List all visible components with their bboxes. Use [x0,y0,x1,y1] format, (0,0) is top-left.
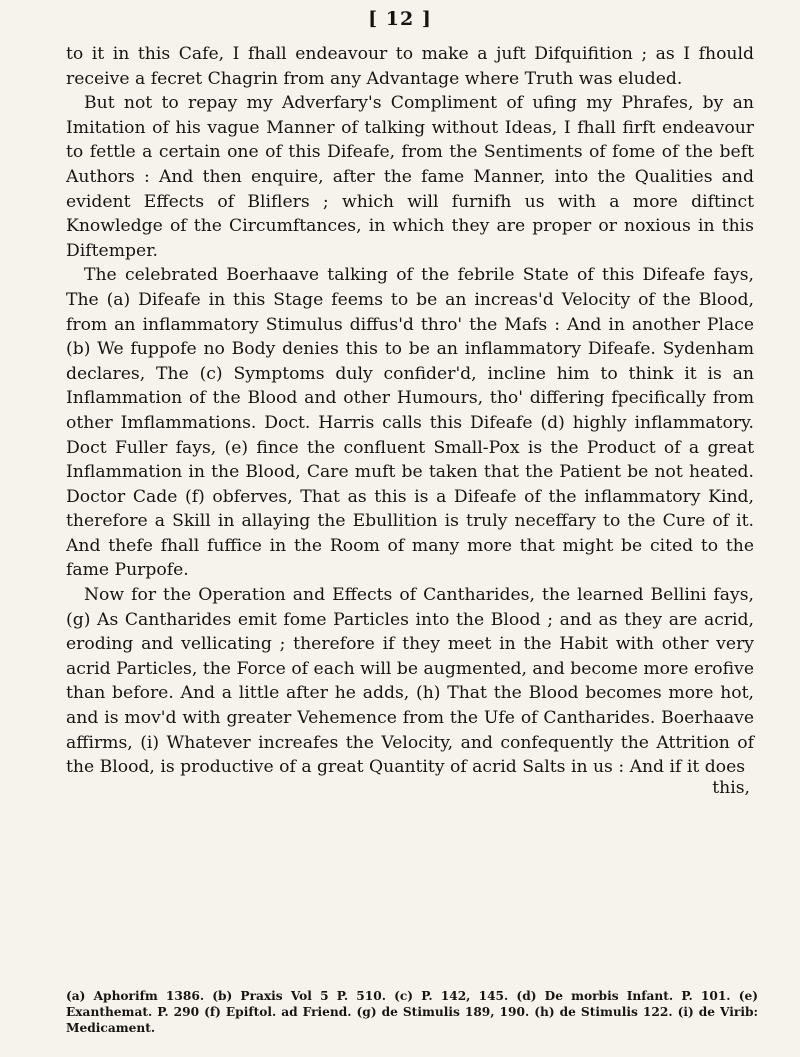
page-body [66,42,754,800]
footnotes: (a) Aphorifm 1386. (b) Praxis Vol 5 P. 510. (c) P. 142, 145. (d) De morbis Infant. P. 101. (e) Exanthemat. P. 290 (f) Epiftol. ad Friend. (g) de Stimulis 189, 190. (h) de Stimulis 122. (i) de Virib: Medicament. [66,989,758,1035]
page-number: [ 12 ] [368,8,432,30]
paragraph-1: to it in this Cafe, I fhall endeavour to make a juft Difquifition ; as I fhould receive a fecret Chagrin from any Advantage where Truth was eluded. [66,44,754,89]
paragraph-2: But not to repay my Adverfary's Compliment of ufing my Phrafes, by an Imitation of his vague Manner of talking without Ideas, I fhall firft endeavour to fettle a certain one of this Difeafe, from the Sentiments of fome of the beft Authors : And then enquire, after the fame Manner, into the Qualities and evident Effects of Bliflers ; which will furnifh us with a more diftinct Knowledge of the Circumftances, in which they are proper or noxious in this Diftemper. [66,93,754,261]
paragraph-3: The celebrated Boerhaave talking of the febrile State of this Difeafe fays, The (a) Difeafe in this Stage feems to be an increas'd Velocity of the Blood, from an inflammatory Stimulus diffus'd thro' the Mafs : And in another Place (b) We fuppofe no Body denies this to be an inflammatory Difeafe. Sydenham declares, The (c) Symptoms duly confider'd, incline him to think it is an Inflammation of the Blood and other Humours, tho' differing fpecifically from other Imflammations. Doct. Harris calls this Difeafe (d) highly inflammatory. Doct Fuller fays, (e) fince the confluent Small-Pox is the Product of a great Inflammation in the Blood, Care muft be taken that the Patient be not heated. Doctor Cade (f) obferves, That as this is a Difeafe of the inflammatory Kind, therefore a Skill in allaying the Ebullition is truly neceffary to the Cure of it. And thefe fhall fuffice in the Room of many more that might be cited to the fame Purpofe. [66,265,754,581]
catchword: this, [712,777,750,798]
paragraph-4: Now for the Operation and Effects of Cantharides, the learned Bellini fays, (g) As Cantharides emit fome Particles into the Blood ; and as they are acrid, eroding and vellicating ; therefore if they meet in the Habit with other very acrid Particles, the Force of each will be augmented, and become more erofive than before. And a little after he adds, (h) That the Blood becomes more hot, and is mov'd with greater Vehemence from the Ufe of Cantharides. Boerhaave affirms, (i) Whatever increafes the Velocity, and confequently the Attrition of the Blood, is productive of a great Quantity of acrid Salts in us : And if it does [66,585,754,778]
